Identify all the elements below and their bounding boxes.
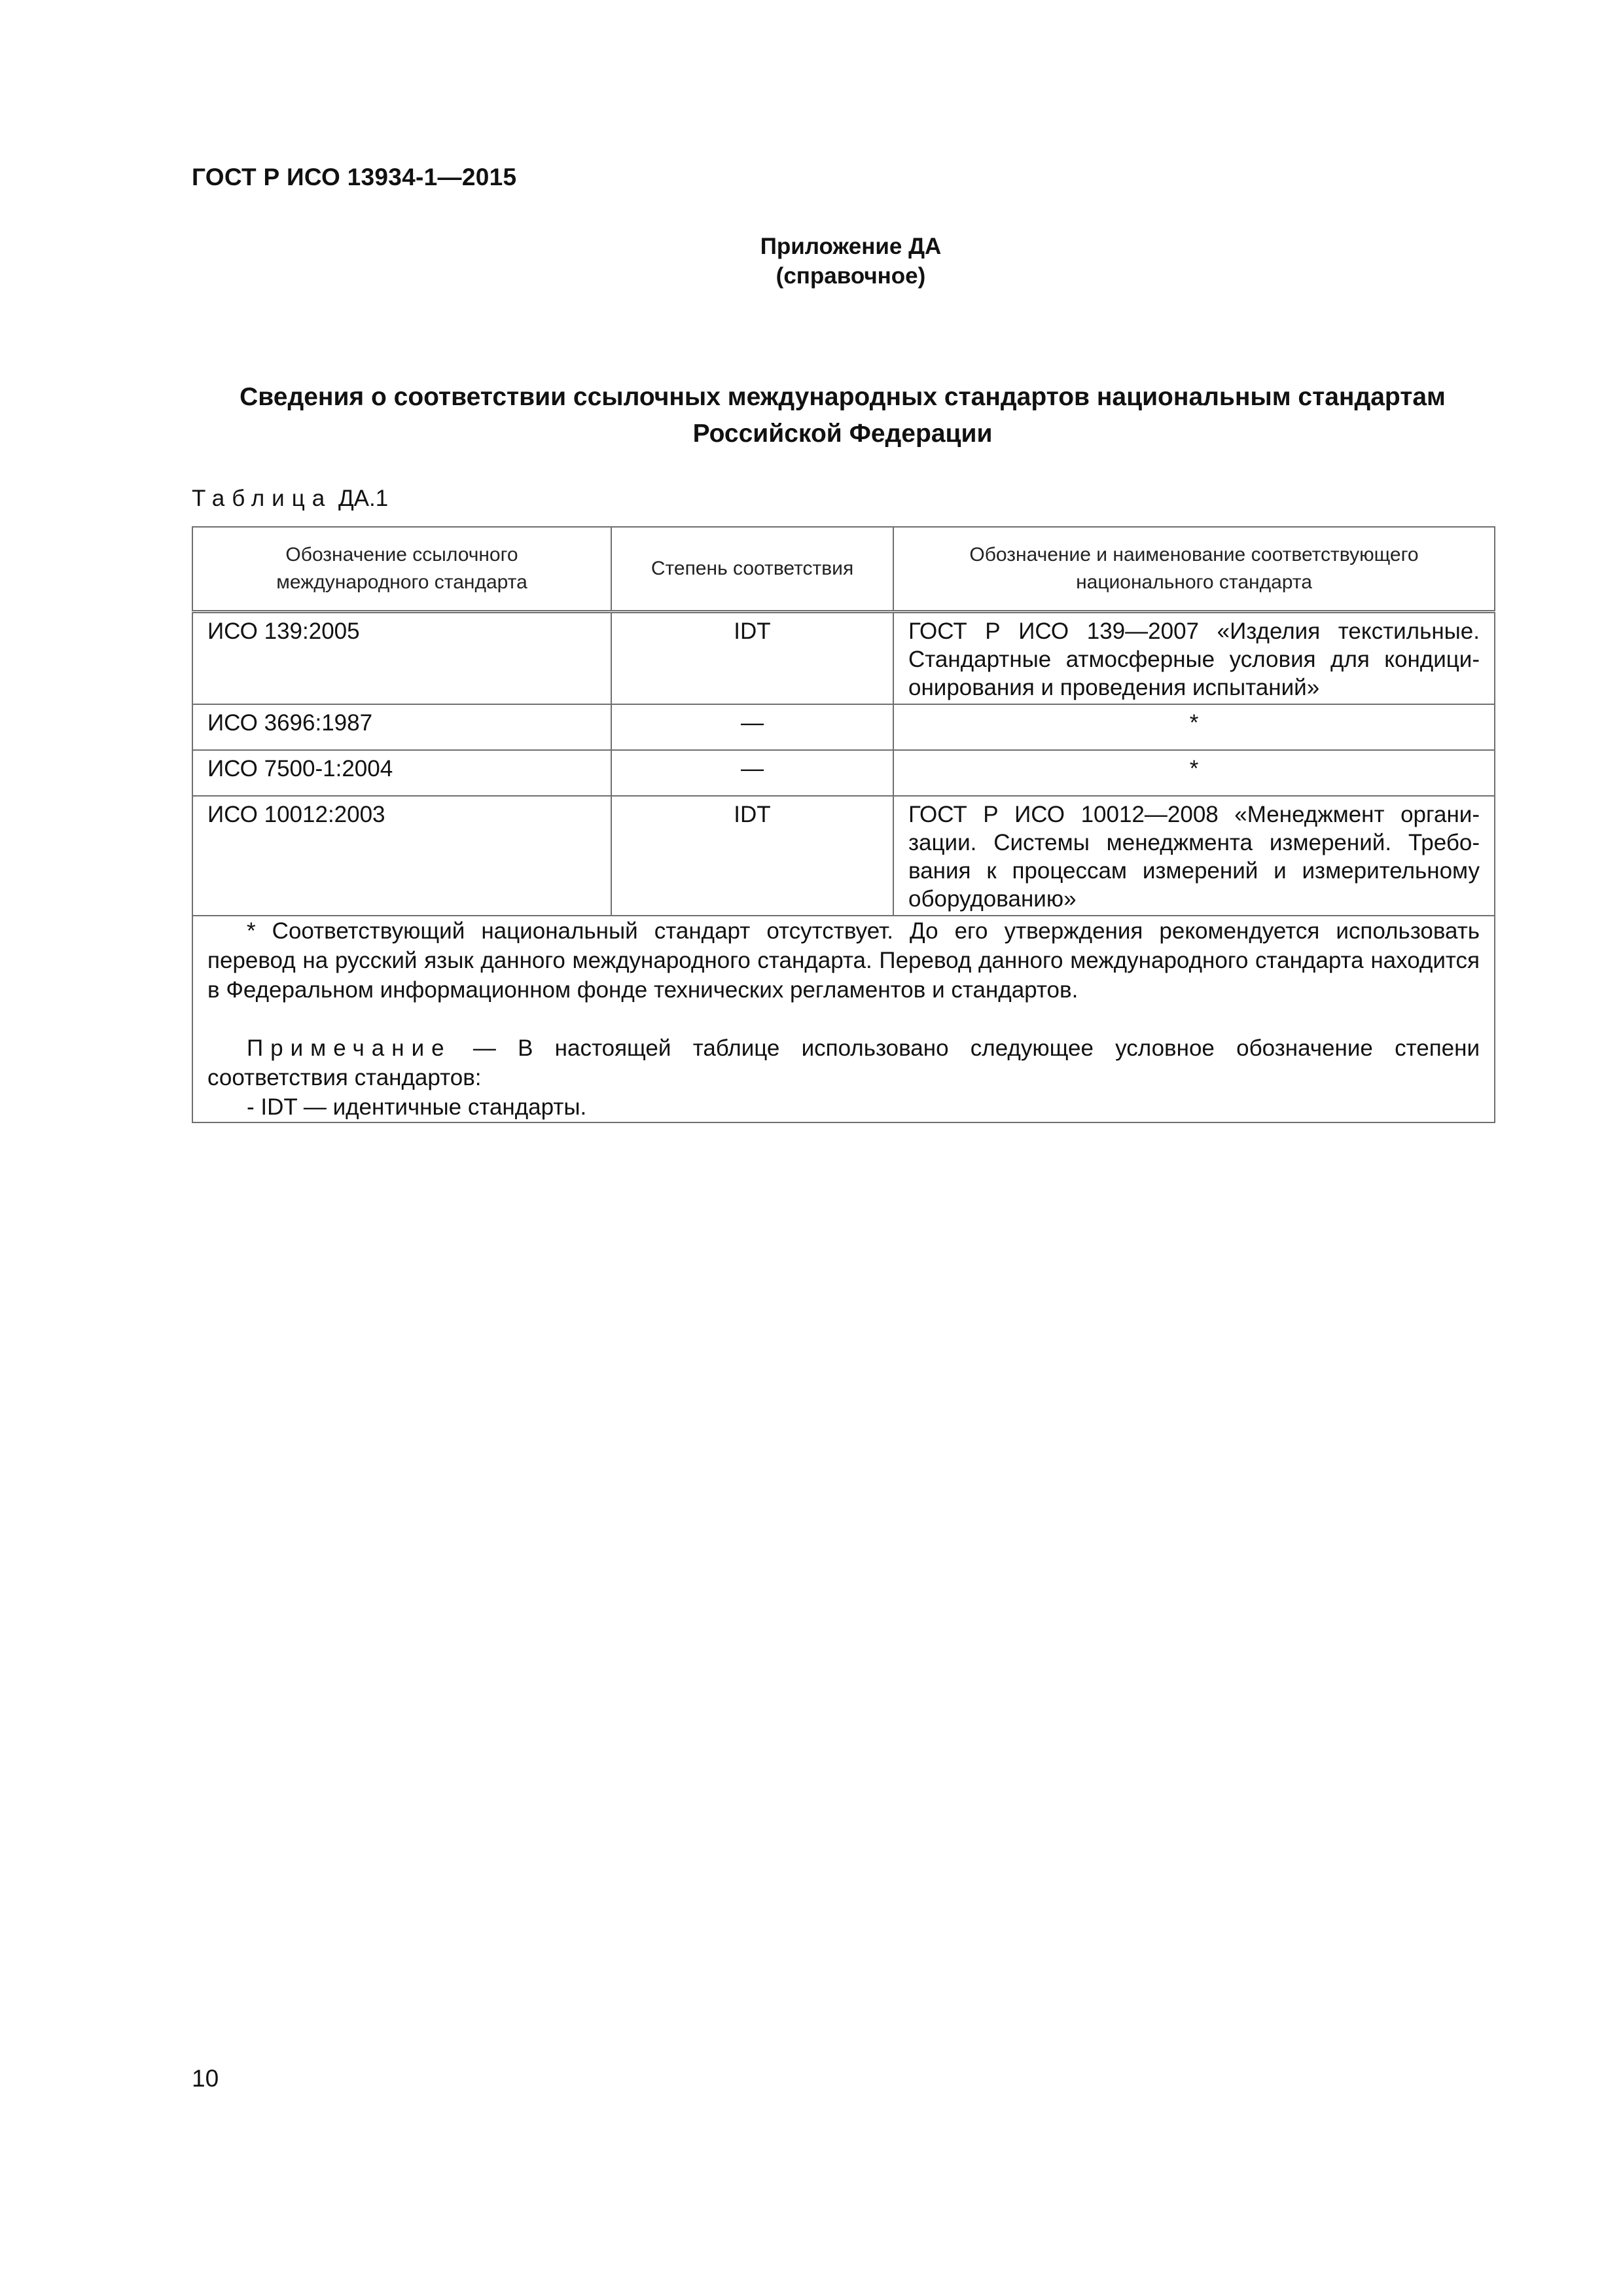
table-row [192,796,1495,916]
cell-degree: — [611,750,893,796]
section-title-line-2: Российской Федерации [692,420,993,448]
notes-spacer [207,1005,1480,1033]
cell-national-standard: * [893,704,1495,750]
table-notes [192,916,1495,1122]
cell-national-standard: ГОСТ Р ИСО 10012—2008 «Менеджмент организации. Системы менеджмента измерений. Требования к процессам измерений и измерительному оборудованию» [893,796,1495,916]
note-paragraph [207,1033,1480,1092]
cell-degree: IDT [611,796,893,916]
cell-national-standard: * [893,750,1495,796]
table-row [192,750,1495,796]
table-caption-number: ДА.1 [338,486,389,511]
table-row [192,612,1495,705]
cell-international-standard: ИСО 3696:1987 [192,704,611,750]
cell-international-standard: ИСО 139:2005 [192,612,611,705]
section-title-line-1: Сведения о соответствии ссылочных международных стандартов национальным стандартам [240,383,1446,411]
table-footer-row [192,916,1495,1122]
header-national-standard: Обозначение и наименование соответствующего национального стандарта [893,527,1495,612]
page-number: 10 [192,2065,219,2092]
table-header-row [192,527,1495,612]
cell-degree: — [611,704,893,750]
appendix-title: Приложение ДА [760,234,942,259]
header-degree-of-conformity: Степень соответствия [611,527,893,612]
note-text: — В настоящей таблице использовано следующее условное обозначение степени соответствия стандартов: [207,1035,1480,1090]
table-caption [192,486,388,512]
header-international-standard: Обозначение ссылочного международного стандарта [192,527,611,612]
footnote-text: * Соответствующий национальный стандарт отсутствует. До его утверждения рекомендуется использовать перевод на русский язык данного международного стандарта. Перевод данного международного стандарта находится в Федеральном информационном фонде технических регламентов и стандартов. [207,918,1480,1003]
cell-degree: IDT [611,612,893,705]
appendix-kind: (справочное) [776,263,926,289]
note-label: Примечание [247,1035,452,1061]
document-code: ГОСТ Р ИСО 13934-1—2015 [192,164,517,190]
note-list-item: - IDT — идентичные стандарты. [247,1094,587,1120]
cell-national-standard: ГОСТ Р ИСО 139—2007 «Изделия текстильные. Стандартные атмосферные условия для кондиционирования и проведения испытаний» [893,612,1495,705]
standards-correspondence-table [192,526,1495,1123]
table-row [192,704,1495,750]
cell-international-standard: ИСО 10012:2003 [192,796,611,916]
cell-international-standard: ИСО 7500-1:2004 [192,750,611,796]
table-caption-word: Таблица [192,486,332,511]
